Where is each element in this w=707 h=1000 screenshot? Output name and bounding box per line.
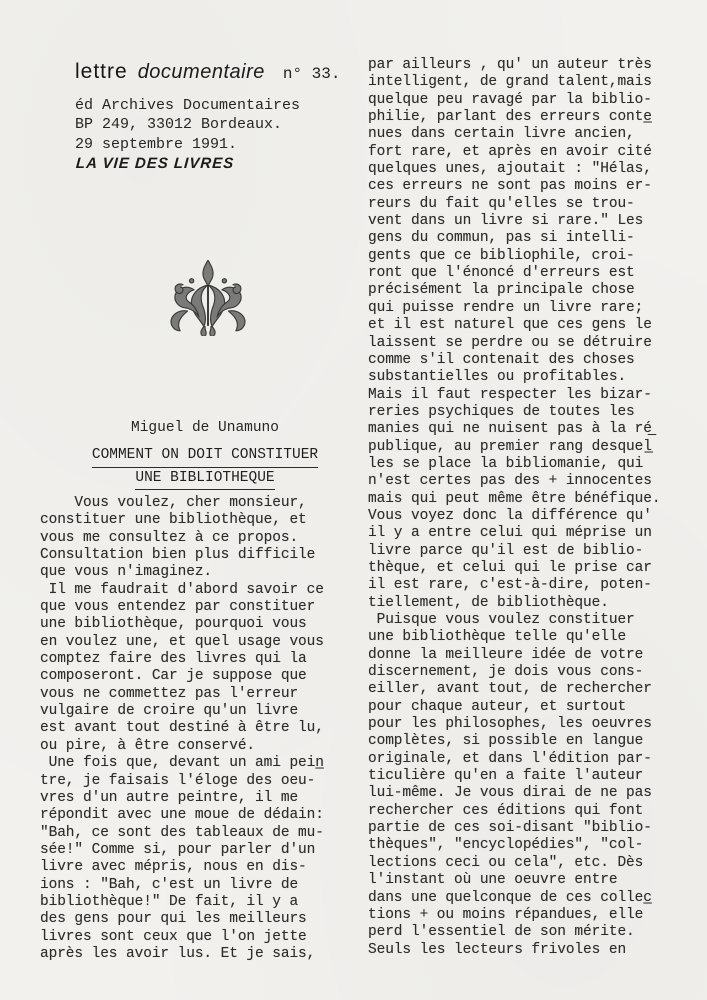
text-line: pour chaque auteur, et surtout [368,698,627,715]
masthead-title-line [75,60,340,84]
text-line: partie de ces soi-disant "biblio- [368,820,652,837]
fleuron-ornament-icon [167,260,249,336]
text-line: précisément la principale chose [368,282,635,299]
text-line: Mais il faut respecter les bizar- [368,386,652,403]
text-line: après les avoir lus. Et je sais, [40,945,316,962]
text-line: les se place la bibliomanie, qui [368,455,644,472]
text-line: manies qui ne nuisent pas à la ré̲ [368,421,652,438]
text-line: il est rare, c'est-à-dire, poten- [368,577,652,594]
text-line: composeront. Car je suppose que [40,668,307,685]
text-line: comptez faire des livres qui la [40,651,307,668]
text-line: fort rare, et après en avoir cité [368,143,652,160]
text-line: complètes, si possible en langue [368,733,644,750]
text-line: tre, je faisais l'éloge des oeu- [40,772,316,789]
text-line: quelques unes, ajoutait : "Hélas, [368,161,652,178]
publisher-line: BP 249, 33012 Bordeaux. [75,116,283,133]
article-title-line1: COMMENT ON DOIT CONSTITUER [92,445,318,468]
text-line: thèque, et celui qui le prise car [368,559,652,576]
text-line: pour les philosophes, les oeuvres [368,716,652,733]
text-line: n'est certes pas des + innocentes [368,473,652,490]
text-line: tions + ou moins répandues, elle [368,906,644,923]
text-line: publique, au premier rang desquel̲ [368,438,652,455]
text-line: thèques", "encyclopédies", "col- [368,837,644,854]
article-title-line2: UNE BIBLIOTHEQUE [135,468,274,491]
text-line: donne la meilleure idée de votre [368,646,644,663]
text-line: livre parce qu'il est de biblio- [368,542,644,559]
text-line: que vous n'imaginez. [40,564,213,581]
text-line: par ailleurs , qu' un auteur très [368,57,652,73]
text-line: qui puisse rendre un livre rare; [368,299,644,316]
text-line: ces erreurs ne sont pas moins er- [368,178,652,195]
text-line: Consultation bien plus difficile [40,547,316,564]
text-line: il y a entre celui qui méprise un [368,525,652,542]
text-line: l'instant où une oeuvre entre [368,872,618,889]
text-line: "Bah, ce sont des tableaux de mu- [40,824,324,841]
text-line: Vous voyez donc la différence qu' [368,507,652,524]
text-line: lui-même. Je vous dirai de ne pas [368,785,652,802]
left-text-column [40,495,360,963]
text-line: substantielles ou profitables. [368,369,627,386]
text-line: tiellement, de bibliothèque. [368,594,609,611]
text-line: originale, et dans l'édition par- [368,750,652,767]
text-line: Seuls les lecteurs frivoles en [368,941,627,958]
text-line: comme s'il contenait des choses [368,351,635,368]
text-line: ront que l'énoncé d'erreurs est [368,265,635,282]
text-line: mais qui peut même être bénéfique. [368,490,661,507]
article-title [40,445,370,490]
text-line: sée!" Comme si, pour parler d'un [40,841,316,858]
text-line: perd l'essentiel de son mérite. [368,924,635,941]
text-line: en voulez une, et quel usage vous [40,633,324,650]
text-line: philie, parlant des erreurs conte̲ [368,109,652,126]
text-line: intelligent, de grand talent,mais [368,74,652,91]
text-line: quelque peu ravagé par la biblio- [368,91,652,108]
text-line: des gens pour qui les meilleurs [40,911,307,928]
text-line: Il me faudrait d'abord savoir ce [40,581,324,598]
text-line: bibliothèque!" De fait, il y a [40,893,299,910]
text-line: livre avec mépris, nous en dis- [40,859,307,876]
masthead-word-documentaire: documentaire [137,61,265,83]
text-line: vous ne commettez pas l'erreur [40,685,299,702]
text-line: répondit avec une moue de dédain: [40,807,324,824]
text-line: vous me consultez à ce propos. [40,529,299,546]
text-line: est avant tout destiné à être lu, [40,720,324,737]
text-line: eiller, avant tout, de rechercher [368,681,652,698]
text-line: livres sont ceux que l'on jette [40,928,307,945]
masthead [75,60,340,84]
text-line: rechercher ces éditions qui font [368,802,644,819]
text-line: reurs du fait qu'elles se trou- [368,195,635,212]
right-text-column [368,57,688,959]
masthead-word-lettre: lettre [75,60,128,83]
text-line: Vous voulez, cher monsieur, [40,495,307,511]
text-line: et il est naturel que ces gens le [368,317,652,334]
text-line: que vous entendez par constituer [40,599,316,616]
text-line: dans une quelconque de ces collec̲ [368,889,652,906]
text-line: gens du commun, pas si intelli- [368,230,635,247]
text-line: une bibliothèque telle qu'elle [368,629,627,646]
text-line: constituer une bibliothèque, et [40,512,307,529]
text-line: discernement, je dois vous cons- [368,664,644,681]
text-line: vent dans un livre si rare." Les [368,213,644,230]
text-line: ions : "Bah, c'est un livre de [40,876,299,893]
text-line: nues dans certain livre ancien, [368,126,635,143]
text-line: gents que ce bibliophile, croi- [368,247,635,264]
publisher-address [75,96,300,134]
text-line: laissent se perdre ou se détruire [368,334,652,351]
series-title: LA VIE DES LIVRES [75,155,235,172]
issue-number: n° 33. [282,65,341,83]
text-line: ticulière qu'en a faite l'auteur [368,768,644,785]
text-line: lections ceci ou cela", etc. Dès [368,854,644,871]
text-line: reries psychiques de toutes les [368,403,635,420]
author-name: Miguel de Unamuno [131,420,279,436]
text-line: vres d'un autre peintre, il me [40,789,299,806]
text-line: ou pire, à être conservé. [40,737,256,754]
text-line: vulgaire de croire qu'un livre [40,703,299,720]
publisher-line: éd Archives Documentaires [75,97,301,114]
text-line: Puisque vous voulez constituer [368,612,635,628]
text-line: une bibliothèque, pourquoi vous [40,616,307,633]
text-line: Une fois que, devant un ami pein̲ [40,755,324,772]
date-line: 29 septembre 1991. [75,136,238,153]
